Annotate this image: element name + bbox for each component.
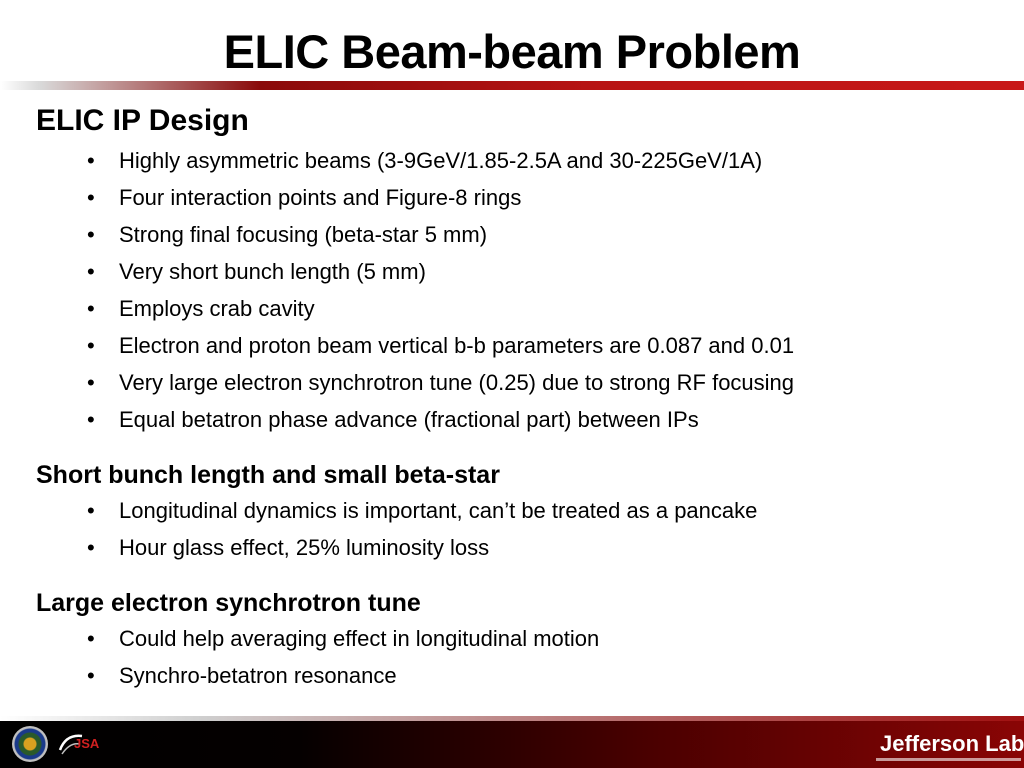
- title-underline-bar: [0, 81, 1024, 90]
- list-item: [36, 364, 996, 401]
- list-item: [36, 620, 996, 657]
- list-item: [36, 253, 996, 290]
- list-item: [36, 142, 996, 179]
- jefferson-lab-logo-text: Jefferson Lab: [880, 731, 1024, 756]
- bullet-glyph: •: [87, 663, 95, 688]
- bullet-glyph: •: [87, 296, 95, 321]
- doe-seal-icon: [12, 726, 48, 762]
- bullet-list-ip-design: [36, 142, 996, 438]
- bullet-text: Employs crab cavity: [119, 296, 315, 321]
- list-item: [36, 401, 996, 438]
- bullet-text: Hour glass effect, 25% luminosity loss: [119, 535, 490, 560]
- bullet-glyph: •: [87, 498, 95, 523]
- bullet-text: Synchro-betatron resonance: [119, 663, 397, 688]
- list-item: [36, 492, 996, 529]
- section-spacer: [36, 438, 996, 458]
- bullet-glyph: •: [87, 535, 95, 560]
- bullet-glyph: •: [87, 333, 95, 358]
- section-heading-synchrotron-tune: Large electron synchrotron tune: [36, 589, 421, 617]
- section-heading-short-bunch: Short bunch length and small beta-star: [36, 461, 500, 489]
- bullet-text: Highly asymmetric beams (3-9GeV/1.85-2.5A and 30-225GeV/1A): [119, 148, 763, 173]
- slide-content: [36, 100, 996, 694]
- section-heading-ip-design: ELIC IP Design: [36, 104, 249, 137]
- bullet-text: Very large electron synchrotron tune (0.25) due to strong RF focusing: [119, 370, 795, 395]
- section-spacer: [36, 566, 996, 586]
- list-item: [36, 179, 996, 216]
- bullet-glyph: •: [87, 185, 95, 210]
- list-item: [36, 327, 996, 364]
- bullet-text: Longitudinal dynamics is important, can’t be treated as a pancake: [119, 498, 758, 523]
- list-item: [36, 529, 996, 566]
- bullet-text: Equal betatron phase advance (fractional part) between IPs: [119, 407, 699, 432]
- bullet-text: Very short bunch length (5 mm): [119, 259, 426, 284]
- bullet-glyph: •: [87, 222, 95, 247]
- jsa-logo-text: JSA: [74, 736, 100, 751]
- jsa-logo: [56, 728, 108, 758]
- bullet-list-short-bunch: [36, 492, 996, 566]
- bullet-glyph: •: [87, 259, 95, 284]
- bullet-text: Four interaction points and Figure-8 rings: [119, 185, 522, 210]
- bullet-text: Could help averaging effect in longitudinal motion: [119, 626, 600, 651]
- bullet-glyph: •: [87, 370, 95, 395]
- bullet-list-synchrotron-tune: [36, 620, 996, 694]
- footer-bar: [0, 721, 1024, 768]
- list-item: [36, 290, 996, 327]
- slide-title: ELIC Beam-beam Problem: [223, 25, 801, 78]
- bullet-glyph: •: [87, 407, 95, 432]
- bullet-glyph: •: [87, 626, 95, 651]
- bullet-text: Strong final focusing (beta-star 5 mm): [119, 222, 488, 247]
- bullet-glyph: •: [87, 148, 95, 173]
- list-item: [36, 216, 996, 253]
- bullet-text: Electron and proton beam vertical b-b parameters are 0.087 and 0.01: [119, 333, 795, 358]
- list-item: [36, 657, 996, 694]
